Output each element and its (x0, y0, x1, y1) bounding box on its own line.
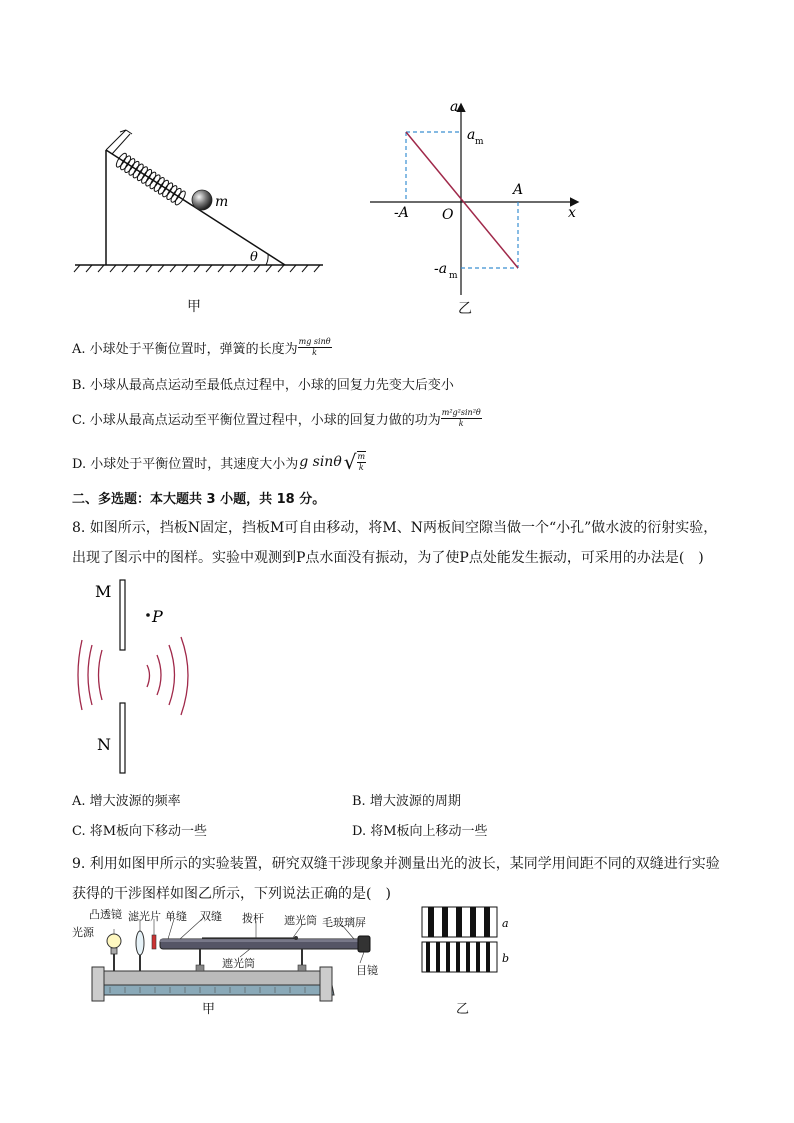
light-bulb-icon (107, 934, 121, 948)
eyepiece (358, 936, 370, 952)
label-filter: 滤光片 (128, 910, 161, 923)
interference-fringes-figure (420, 905, 520, 977)
q8-option-a: A. 增大波源的频率 (72, 794, 181, 809)
angle-label: θ (250, 250, 258, 265)
label-eyepiece: 目镜 (356, 964, 378, 977)
q7-option-b: B. 小球从最高点运动至最低点过程中，小球的回复力先变大后变小 (72, 378, 454, 393)
q7-option-a: A. 小球处于平衡位置时，弹簧的长度为 $\frac{\text{mg sinθ}}{k}$ (72, 336, 331, 357)
am-subscript: m (475, 137, 484, 147)
label-shade-tube-top: 遮光筒 (284, 914, 317, 927)
A-label: A (513, 182, 524, 198)
option-d-fraction: $\frac{m}{k}$ (357, 452, 366, 472)
option-a-fraction: $\frac{\text{mg sinθ}}{k}$ (298, 336, 331, 357)
point-p-label: P (152, 607, 163, 626)
q8-option-b: B. 增大波源的周期 (352, 794, 461, 809)
figure-jia-caption: 甲 (187, 299, 201, 315)
sqrt-icon: √ (343, 450, 357, 474)
ball (192, 190, 212, 210)
incline-spring-figure (70, 120, 330, 275)
section-heading: 二、多选题：本大题共 3 小题，共 18 分。 (72, 492, 326, 507)
q7-option-c: C. 小球从最高点运动至平衡位置过程中，小球的回复力做的功为 $\frac{\text{m²g²sin²θ}}{k}$ (72, 407, 481, 428)
fringe-a-label: a (502, 917, 509, 930)
q8-option-d: D. 将M板向上移动一些 (352, 824, 488, 839)
plate-n-label: N (97, 735, 111, 754)
q8-option-c: C. 将M板向下移动一些 (72, 824, 208, 839)
convex-lens (136, 931, 144, 955)
fringes-caption: 乙 (456, 1002, 470, 1017)
neg-am-subscript: m (449, 271, 458, 281)
q9-stem-line2: 获得的干涉图样如图乙所示，下列说法正确的是( ) (72, 886, 391, 902)
label-convex-lens: 凸透镜 (89, 908, 122, 921)
label-light-source: 光源 (72, 926, 94, 939)
water-wave-diffraction-figure (70, 575, 210, 780)
neg-am-label: -a (434, 261, 448, 277)
plate-m-label: M (95, 582, 112, 601)
label-double-slit: 双缝 (200, 910, 222, 923)
am-label: a (467, 127, 476, 143)
plate-n (120, 703, 125, 773)
label-single-slit: 单缝 (165, 910, 187, 923)
figure-yi-caption: 乙 (458, 301, 472, 317)
origin-label: O (442, 207, 454, 223)
q8-stem-line1: 8. 如图所示，挡板N固定，挡板M可自由移动，将M、N两板间空隙当做一个“小孔”做水波的衍射实验， (72, 520, 718, 536)
q7-option-d: D. 小球处于平衡位置时，其速度大小为 g sinθ √ $\frac{m}{k}$ (72, 450, 366, 474)
y-axis-label: a (450, 99, 459, 115)
label-shade-tube-bottom: 遮光筒 (222, 957, 255, 970)
x-axis-label: x (568, 205, 576, 221)
mass-label: m (215, 194, 229, 210)
q8-stem-line2: 出现了图示中的图样。实验中观测到P点水面没有振动，为了使P点处能发生振动，可采用的办法是( ) (72, 550, 704, 566)
acceleration-displacement-graph (365, 95, 590, 300)
neg-A-label: -A (394, 205, 409, 221)
point-p (146, 613, 150, 617)
a-x-line (406, 132, 518, 268)
q9-stem-line1: 9. 利用如图甲所示的实验装置，研究双缝干涉现象并测量出光的波长，某同学用间距不同的双缝进行实验 (72, 856, 720, 872)
plate-m (120, 580, 125, 650)
fringe-b-label: b (502, 952, 510, 965)
label-lever: 拨杆 (242, 912, 264, 925)
option-c-fraction: $\frac{\text{m²g²sin²θ}}{k}$ (441, 407, 481, 428)
apparatus-caption: 甲 (202, 1002, 216, 1017)
label-frosted-screen: 毛玻璃屏 (322, 916, 366, 929)
